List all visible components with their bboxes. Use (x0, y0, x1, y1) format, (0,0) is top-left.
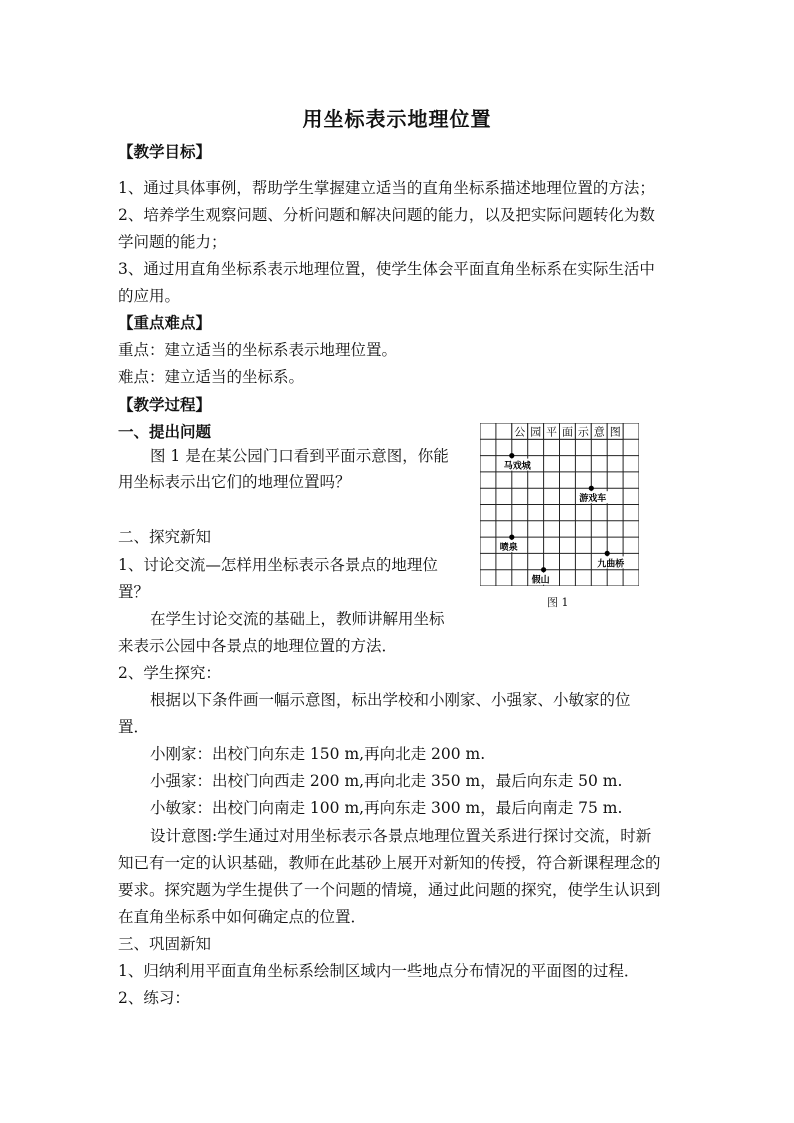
part3-title: 三、巩固新知 (118, 935, 212, 953)
place-marker (541, 567, 546, 572)
xiaogang-route: 小刚家：出校门向东走 150 m,再向北走 200 m. (150, 745, 486, 763)
section-heading-goals: 【教学目标】 (118, 142, 212, 161)
goal-2-line-2: 学问题的能力； (118, 233, 227, 251)
part2-title: 二、探究新知 (118, 528, 212, 546)
design-intent-line-1: 设计意图:学生通过对用坐标表示各景点地理位置关系进行探讨交流，时新 (150, 827, 652, 845)
part2-explain-line-1: 在学生讨论交流的基础上，教师讲解用坐标 (150, 610, 445, 628)
section-heading-key: 【重点难点】 (118, 313, 212, 332)
place-label: 喷泉 (499, 543, 518, 554)
place-marker (509, 453, 514, 458)
place-label: 游戏车 (579, 494, 607, 505)
part1-text-line-1: 图 1 是在某公园门口看到平面示意图，你能 (150, 447, 449, 465)
map-title-char: 示 (577, 425, 589, 439)
task-line-1: 根据以下条件画一幅示意图，标出学校和小刚家、小强家、小敏家的位 (150, 691, 631, 709)
key-point: 重点：建立适当的坐标系表示地理位置。 (118, 341, 398, 359)
section-heading-process: 【教学过程】 (118, 395, 212, 414)
place-label: 九曲桥 (597, 559, 625, 570)
map-title-char: 公 (514, 425, 526, 439)
part2-item2: 2、学生探究： (118, 664, 221, 682)
part3-item2: 2、练习： (118, 989, 190, 1007)
part2-explain-line-2: 来表示公园中各景点的地理位置的方法． (118, 637, 398, 655)
task-line-2: 置． (118, 718, 150, 736)
map-title (512, 423, 623, 439)
park-map-figure (480, 423, 639, 586)
part1-text-line-2: 用坐标表示出它们的地理位置吗？ (118, 473, 351, 491)
place-label: 马戏城 (503, 461, 531, 472)
place-marker (509, 535, 514, 540)
goal-1: 1、通过具体事例，帮助学生掌握建立适当的直角坐标系描述地理位置的方法； (118, 179, 655, 197)
map-title-char: 图 (609, 425, 621, 439)
part2-item1-line-2: 置？ (118, 583, 150, 601)
part2-item1-line-1: 1、讨论交流—怎样用坐标表示各景点的地理位 (118, 556, 438, 574)
goal-3-line-2: 的应用。 (118, 287, 181, 305)
design-intent-line-2: 知已有一定的认识基础，教师在此基砂上展开对新知的传授，符合新课程理念的 (118, 854, 661, 872)
part1-title: 一、提出问题 (118, 422, 212, 441)
design-intent-line-3: 要求。探究题为学生提供了一个问题的情境，通过此问题的探究，使学生认识到 (118, 881, 661, 899)
xiaoqiang-route: 小强家：出校门向西走 200 m,再向北走 350 m，最后向东走 50 m. (150, 772, 623, 790)
place-marker (605, 551, 610, 556)
goal-2-line-1: 2、培养学生观察问题、分析问题和解决问题的能力，以及把实际问题转化为数 (118, 206, 655, 224)
map-title-char: 平 (546, 425, 557, 439)
place-label: 假山 (531, 575, 550, 586)
xiaomin-route: 小敏家：出校门向南走 100 m,再向东走 300 m，最后向南走 75 m. (150, 799, 623, 817)
place-marker (589, 486, 594, 491)
part3-item1: 1、归纳利用平面直角坐标系绘制区域内一些地点分布情况的平面图的过程． (118, 962, 640, 980)
map-title-char: 园 (530, 425, 542, 439)
design-intent-line-4: 在直角坐标系中如何确定点的位置． (118, 908, 367, 926)
map-title-char: 意 (593, 425, 605, 439)
page-title: 用坐标表示地理位置 (302, 107, 492, 131)
figure-caption: 图 1 (547, 596, 569, 609)
goal-3-line-1: 3、通过用直角坐标系表示地理位置，使学生体会平面直角坐标系在实际生活中 (118, 260, 655, 278)
map-title-char: 面 (562, 425, 573, 439)
difficult-point: 难点：建立适当的坐标系。 (118, 368, 305, 386)
